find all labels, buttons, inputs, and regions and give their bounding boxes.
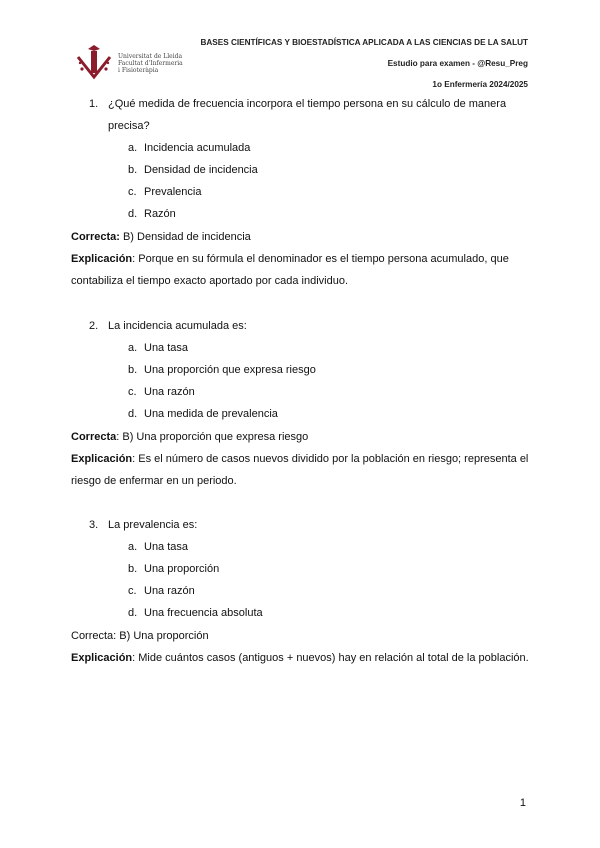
option-letter: d.: [128, 208, 138, 220]
question-number: 3.: [89, 519, 99, 531]
header-subtitle: Estudio para examen - @Resu_Preg: [387, 59, 528, 68]
university-logo: [74, 42, 186, 84]
option-letter: c.: [128, 386, 137, 398]
option-letter: d.: [128, 408, 138, 420]
explanation-label: Explicación: [71, 453, 133, 465]
option-letter: a.: [128, 541, 138, 553]
option-text: Una razón: [144, 386, 195, 398]
option-letter: a.: [128, 342, 138, 354]
header-course-title: BASES CIENTÍFICAS Y BIOESTADÍSTICA APLICADA A LAS CIENCIAS DE LA SALUT: [200, 38, 528, 47]
option-letter: c.: [128, 186, 137, 198]
option-text: Una tasa: [144, 541, 189, 553]
logo-text: Universitat de Lleida Facultat d'Infermeria i Fisioteràpia: [118, 52, 183, 74]
option-text: Incidencia acumulada: [144, 142, 251, 154]
question-text: La incidencia acumulada es:: [108, 320, 247, 332]
option-text: Una proporción que expresa riesgo: [144, 364, 316, 376]
explanation-label: Explicación: [71, 253, 133, 265]
option-text: Una razón: [144, 585, 195, 597]
explanation-label: Explicación: [71, 652, 133, 664]
question-text: La prevalencia es:: [108, 519, 198, 531]
question-number: 2.: [89, 320, 99, 332]
answer-text: B) Densidad de incidencia: [122, 231, 251, 243]
option-text: Prevalencia: [144, 186, 202, 198]
answer-label: Correcta: [71, 431, 117, 443]
option-text: Densidad de incidencia: [144, 164, 258, 176]
answer: [71, 430, 528, 444]
answer-text: Correcta: B) Una proporción: [71, 630, 209, 642]
question-text-cont: precisa?: [108, 120, 150, 132]
explanation: [71, 452, 528, 466]
answer: [71, 230, 528, 244]
explanation-text: : Es el número de casos nuevos dividido por la población en riesgo; representa el: [132, 453, 529, 465]
explanation-cont: contabiliza el tiempo exacto aportado por cada individuo.: [71, 275, 349, 287]
university-crest-icon: [74, 43, 114, 83]
header-year: 1o Enfermería 2024/2025: [432, 80, 528, 89]
explanation-cont: riesgo de enfermar en un periodo.: [71, 475, 237, 487]
option-text: Una medida de prevalencia: [144, 408, 278, 420]
option-text: Una frecuencia absoluta: [144, 607, 263, 619]
option-letter: a.: [128, 142, 138, 154]
option-letter: b.: [128, 563, 138, 575]
option-text: Razón: [144, 208, 176, 220]
option-letter: c.: [128, 585, 137, 597]
answer-text: : B) Una proporción que expresa riesgo: [116, 431, 309, 443]
page-number: 1: [519, 797, 526, 809]
answer: [71, 629, 528, 643]
explanation-text: : Porque en su fórmula el denominador es el tiempo persona acumulado, que: [132, 253, 509, 265]
question-text: ¿Qué medida de frecuencia incorpora el tiempo persona en su cálculo de manera: [108, 98, 507, 110]
option-text: Una tasa: [144, 342, 189, 354]
answer-label: Correcta:: [71, 231, 120, 243]
explanation: [71, 651, 528, 665]
explanation-text: : Mide cuántos casos (antiguos + nuevos) hay en relación al total de la población.: [132, 652, 529, 664]
option-text: Una proporción: [144, 563, 220, 575]
explanation: [71, 252, 528, 266]
option-letter: d.: [128, 607, 138, 619]
option-letter: b.: [128, 164, 138, 176]
option-letter: b.: [128, 364, 138, 376]
question-number: 1.: [89, 98, 99, 110]
